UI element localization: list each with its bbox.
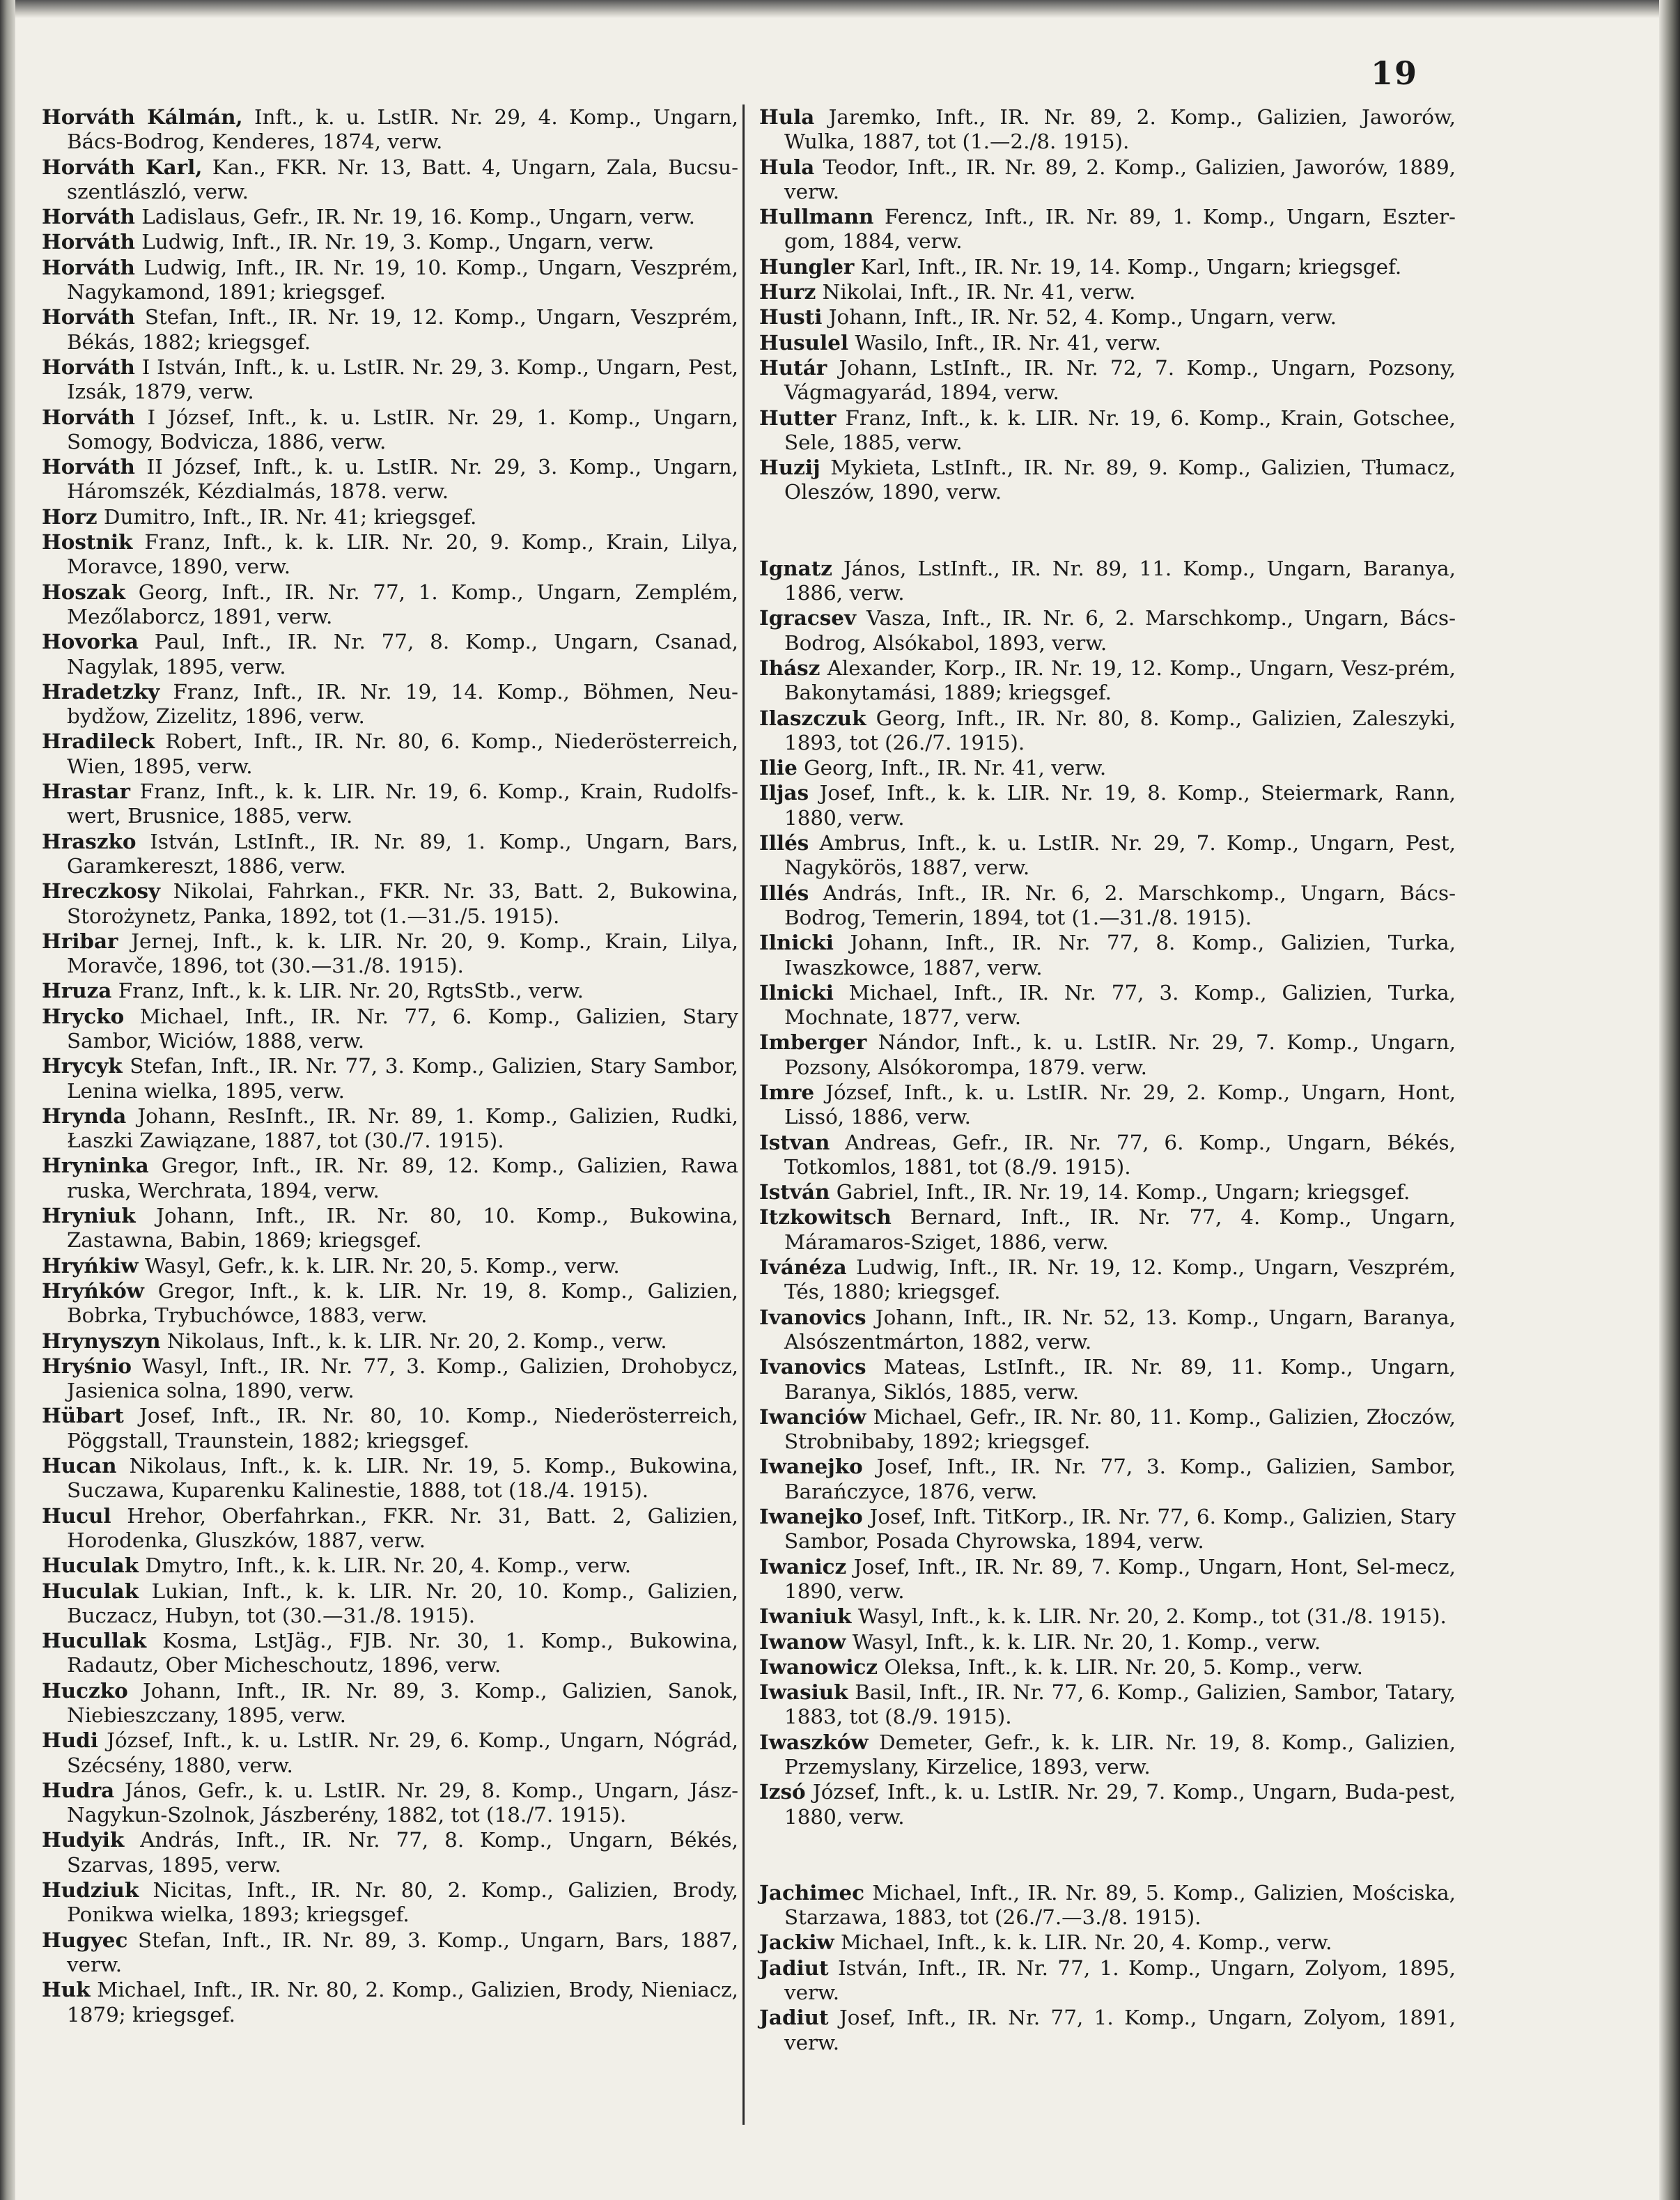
- surname: Jackiw: [759, 1930, 834, 1955]
- casualty-entry: [759, 1730, 1456, 1780]
- casualty-entry: [759, 279, 1456, 304]
- casualty-entry: [759, 830, 1456, 881]
- entry-details: Gregor, Inft., IR. Nr. 89, 12. Komp., Galizien, Rawa ruska, Werchrata, 1894, verw.: [67, 1154, 738, 1202]
- surname: Ignatz: [759, 555, 832, 580]
- casualty-entry: [759, 755, 1456, 780]
- surname: Igracsev: [759, 605, 857, 630]
- casualty-entry: [759, 1880, 1456, 1930]
- casualty-entry: [42, 929, 738, 979]
- surname: Imberger: [759, 1030, 867, 1055]
- surname: Ivánéza: [759, 1255, 847, 1280]
- entry-details: András, Inft., IR. Nr. 6, 2. Marschkomp., Ungarn, Bács-Bodrog, Temerin, 1894, tot (1.—31./8. 1915).: [784, 881, 1456, 929]
- entry-details: Ludwig, Inft., IR. Nr. 19, 12. Komp., Ungarn, Veszprém, Tés, 1880; kriegsgef.: [784, 1255, 1456, 1304]
- surname: Imre: [759, 1079, 815, 1104]
- entry-details: Basil, Inft., IR. Nr. 77, 6. Komp., Galizien, Sambor, Tatary, 1883, tot (8./9. 1915).: [784, 1680, 1456, 1729]
- casualty-entry: [42, 454, 738, 504]
- surname: Horváth: [42, 204, 135, 229]
- casualty-entry: [42, 1253, 738, 1278]
- entry-details: Nikolaus, Inft., k. k. LIR. Nr. 19, 5. Komp., Bukowina, Suczawa, Kuparenku Kalinestie, 1888, tot (18./4. 1915).: [67, 1454, 738, 1503]
- surname: Husti: [759, 304, 823, 330]
- surname: Jadiut: [759, 1955, 829, 1980]
- casualty-entry: [42, 1103, 738, 1154]
- entry-details: Michael, Inft., IR. Nr. 77, 3. Komp., Galizien, Turka, Mochnate, 1877, verw.: [784, 980, 1456, 1030]
- surname: Ivanovics: [759, 1304, 866, 1329]
- casualty-entry: [42, 104, 738, 155]
- surname: Hudyik: [42, 1827, 125, 1852]
- surname: Horváth: [42, 304, 135, 330]
- entry-details: Johann, LstInft., IR. Nr. 72, 7. Komp., Ungarn, Pozsony, Vágmagyarád, 1894, verw.: [784, 355, 1456, 405]
- casualty-entry: [42, 1827, 738, 1877]
- casualty-entry: [759, 1030, 1456, 1080]
- surname: Hurz: [759, 279, 816, 304]
- entry-details: I József, Inft., k. u. LstIR. Nr. 29, 1. Komp., Ungarn, Somogy, Bodvicza, 1886, verw.: [67, 405, 738, 454]
- casualty-entry: [42, 829, 738, 879]
- surname: Huk: [42, 1977, 91, 2002]
- section-gap: [759, 1829, 1456, 1880]
- surname: Hryńkiw: [42, 1253, 139, 1278]
- casualty-entry: [759, 455, 1456, 505]
- casualty-entry: [42, 1328, 738, 1354]
- casualty-entry: [42, 1354, 738, 1404]
- entry-details: Dumitro, Inft., IR. Nr. 41; kriegsgef.: [97, 504, 477, 529]
- entry-details: Nikolaus, Inft., k. k. LIR. Nr. 20, 2. Komp., verw.: [160, 1328, 667, 1353]
- left-column: [42, 104, 738, 2027]
- casualty-entry: [42, 1977, 738, 2027]
- casualty-entry: [759, 1130, 1456, 1180]
- casualty-entry: [42, 1877, 738, 1928]
- surname: Iwasiuk: [759, 1680, 848, 1705]
- surname: Izsó: [759, 1779, 806, 1804]
- surname: Hruza: [42, 978, 112, 1003]
- surname: Illés: [759, 830, 809, 855]
- surname: Hrycko: [42, 1003, 125, 1028]
- entry-details: Robert, Inft., IR. Nr. 80, 6. Komp., Niederösterreich, Wien, 1895, verw.: [67, 729, 738, 778]
- surname: Horváth: [42, 454, 135, 479]
- casualty-entry: [759, 1629, 1456, 1655]
- casualty-entry: [42, 629, 738, 679]
- casualty-entry: [759, 1604, 1456, 1629]
- entry-details: Josef, Inft., IR. Nr. 77, 1. Komp., Ungarn, Zolyom, 1891, verw.: [784, 2006, 1456, 2054]
- entry-details: Franz, Inft., k. k. LIR. Nr. 19, 6. Komp., Krain, Gotschee, Sele, 1885, verw.: [784, 405, 1456, 454]
- entry-details: Michael, Inft., IR. Nr. 77, 6. Komp., Galizien, Stary Sambor, Wiciów, 1888, verw.: [67, 1004, 738, 1053]
- casualty-entry: [759, 1779, 1456, 1829]
- entry-details: Gregor, Inft., k. k. LIR. Nr. 19, 8. Komp., Galizien, Bobrka, Trybuchówce, 1883, verw.: [67, 1278, 738, 1328]
- surname: Hudi: [42, 1728, 98, 1753]
- entry-details: Kan., FKR. Nr. 13, Batt. 4, Ungarn, Zala, Bucsu-szentlászló, verw.: [67, 155, 738, 203]
- casualty-entry: [759, 1655, 1456, 1680]
- casualty-entry: [759, 204, 1456, 254]
- casualty-entry: [42, 1278, 738, 1328]
- surname: Hryninka: [42, 1153, 149, 1178]
- casualty-entry: [42, 1778, 738, 1828]
- entry-details: Wasyl, Inft., k. k. LIR. Nr. 20, 1. Komp., verw.: [846, 1629, 1321, 1654]
- entry-details: Andreas, Gefr., IR. Nr. 77, 6. Komp., Ungarn, Békés, Totkomlos, 1881, tot (8./9. 1915).: [784, 1130, 1456, 1179]
- entry-details: Stefan, Inft., IR. Nr. 89, 3. Komp., Ungarn, Bars, 1887, verw.: [67, 1928, 738, 1976]
- surname: Ilnicki: [759, 979, 834, 1005]
- entry-details: Josef, Inft., IR. Nr. 77, 3. Komp., Galizien, Sambor, Barańczyce, 1876, verw.: [784, 1455, 1456, 1503]
- entry-details: Inft., k. u. LstIR. Nr. 29, 4. Komp., Ungarn, Bács-Bodrog, Kenderes, 1874, verw.: [67, 105, 738, 154]
- casualty-entry: [759, 355, 1456, 405]
- casualty-entry: [42, 1004, 738, 1054]
- casualty-entry: [42, 1678, 738, 1728]
- casualty-entry: [42, 1728, 738, 1778]
- entry-details: Georg, Inft., IR. Nr. 41, verw.: [797, 756, 1107, 780]
- casualty-entry: [759, 1454, 1456, 1504]
- entry-details: Georg, Inft., IR. Nr. 77, 1. Komp., Ungarn, Zemplém, Mezőlaborcz, 1891, verw.: [67, 580, 738, 628]
- casualty-entry: [42, 1553, 738, 1578]
- entry-details: Jaremko, Inft., IR. Nr. 89, 2. Komp., Galizien, Jaworów, Wulka, 1887, tot (1.—2./8. 1915).: [784, 105, 1456, 154]
- surname: Istvan: [759, 1129, 830, 1154]
- entry-details: Josef, Inft., IR. Nr. 89, 7. Komp., Ungarn, Hont, Sel-mecz, 1890, verw.: [784, 1554, 1456, 1603]
- casualty-entry: [759, 330, 1456, 355]
- casualty-entry: [759, 1255, 1456, 1305]
- entry-details: Johann, Inft., IR. Nr. 52, 13. Komp., Ungarn, Baranya, Alsószentmárton, 1882, verw.: [784, 1305, 1456, 1354]
- entry-details: Lukian, Inft., k. k. LIR. Nr. 20, 10. Komp., Galizien, Buczacz, Hubyn, tot (30.—31./8. 1915).: [67, 1579, 738, 1627]
- surname: Hudra: [42, 1777, 115, 1802]
- entry-details: Georg, Inft., IR. Nr. 80, 8. Komp., Galizien, Zaleszyki, 1893, tot (26./7. 1915).: [784, 706, 1456, 754]
- casualty-entry: [759, 1930, 1456, 1955]
- casualty-entry: [42, 580, 738, 630]
- casualty-entry: [759, 780, 1456, 830]
- surname: Iljas: [759, 780, 809, 805]
- entry-details: János, Gefr., k. u. LstIR. Nr. 29, 8. Komp., Ungarn, Jász-Nagykun-Szolnok, Jászberény, 1882, tot (18./7. 1915).: [67, 1778, 738, 1827]
- entry-details: Michael, Inft., IR. Nr. 89, 5. Komp., Galizien, Mościska, Starzawa, 1883, tot (26./7.—3./8. 1915).: [784, 1880, 1456, 1930]
- surname: Iwanejko: [759, 1454, 863, 1479]
- casualty-entry: [42, 1453, 738, 1503]
- casualty-entry: [42, 1153, 738, 1203]
- entry-details: II József, Inft., k. u. LstIR. Nr. 29, 3. Komp., Ungarn, Háromszék, Kézdialmás, 1878. verw.: [67, 455, 738, 504]
- surname: Iwanejko: [759, 1504, 863, 1529]
- casualty-entry: [42, 1579, 738, 1629]
- surname: Ilaszczuk: [759, 705, 866, 730]
- entry-details: István, LstInft., IR. Nr. 89, 1. Komp., Ungarn, Bars, Garamkereszt, 1886, verw.: [67, 829, 738, 878]
- entry-details: Kosma, LstJäg., FJB. Nr. 30, 1. Komp., Bukowina, Radautz, Ober Micheschoutz, 1896, verw.: [67, 1629, 738, 1678]
- entry-details: Vasza, Inft., IR. Nr. 6, 2. Marschkomp., Ungarn, Bács-Bodrog, Alsókabol, 1893, verw.: [784, 606, 1456, 655]
- surname: Iwanowicz: [759, 1654, 878, 1679]
- casualty-entry: [42, 529, 738, 580]
- surname: Hradileck: [42, 729, 155, 754]
- casualty-entry: [42, 304, 738, 355]
- casualty-entry: [42, 779, 738, 829]
- entry-details: József, Inft., k. u. LstIR. Nr. 29, 2. Komp., Ungarn, Hont, Lissó, 1886, verw.: [784, 1080, 1456, 1129]
- casualty-entry: [759, 881, 1456, 931]
- entry-details: Demeter, Gefr., k. k. LIR. Nr. 19, 8. Komp., Galizien, Przemyslany, Kirzelice, 1893, verw.: [784, 1730, 1456, 1779]
- surname: Hrynyszyn: [42, 1328, 161, 1353]
- entry-details: Johann, Inft., IR. Nr. 77, 8. Komp., Galizien, Turka, Iwaszkowce, 1887, verw.: [784, 931, 1456, 979]
- surname: Ilie: [759, 755, 798, 780]
- entry-details: József, Inft., k. u. LstIR. Nr. 29, 7. Komp., Ungarn, Buda-pest, 1880, verw.: [784, 1780, 1456, 1829]
- entry-details: Wasyl, Inft., IR. Nr. 77, 3. Komp., Galizien, Drohobycz, Jasienica solna, 1890, verw.: [67, 1354, 738, 1403]
- entry-details: Nicitas, Inft., IR. Nr. 80, 2. Komp., Galizien, Brody, Ponikwa wielka, 1893; kriegsgef.: [67, 1878, 738, 1927]
- surname: Hraszko: [42, 828, 137, 853]
- casualty-entry: [759, 1554, 1456, 1604]
- entry-details: János, LstInft., IR. Nr. 89, 11. Komp., Ungarn, Baranya, 1886, verw.: [784, 556, 1456, 605]
- casualty-entry: [759, 656, 1456, 706]
- surname: Iwanicz: [759, 1554, 847, 1579]
- surname: Ivanovics: [759, 1354, 866, 1379]
- entry-details: Nikolai, Fahrkan., FKR. Nr. 33, Batt. 2, Bukowina, Storożynetz, Panka, 1892, tot (1.—31./5. 1915).: [67, 879, 738, 928]
- entry-details: Alexander, Korp., IR. Nr. 19, 12. Komp., Ungarn, Vesz-prém, Bakonytamási, 1889; kriegsgef.: [784, 656, 1456, 705]
- casualty-entry: [42, 504, 738, 529]
- entry-details: Bernard, Inft., IR. Nr. 77, 4. Komp., Ungarn, Máramaros-Sziget, 1886, verw.: [784, 1205, 1456, 1254]
- entry-details: Franz, Inft., k. k. LIR. Nr. 20, 9. Komp., Krain, Lilya, Moravce, 1890, verw.: [67, 530, 738, 579]
- entry-details: Josef, Inft., IR. Nr. 80, 10. Komp., Niederösterreich, Pöggstall, Traunstein, 1882; kriegsgef.: [67, 1404, 738, 1453]
- column-divider: [742, 104, 745, 2125]
- casualty-entry: [759, 1680, 1456, 1730]
- surname: Horváth: [42, 404, 135, 429]
- casualty-entry: [42, 1628, 738, 1678]
- entry-details: Franz, Inft., k. k. LIR. Nr. 19, 6. Komp., Krain, Rudolfs-wert, Brusnice, 1885, verw.: [67, 780, 738, 828]
- surname: Huczko: [42, 1678, 128, 1703]
- surname: Iwanow: [759, 1629, 846, 1654]
- entry-details: Nikolai, Inft., IR. Nr. 41, verw.: [816, 280, 1136, 304]
- casualty-entry: [42, 1053, 738, 1103]
- casualty-entry: [759, 405, 1456, 456]
- entry-details: Wasyl, Gefr., k. k. LIR. Nr. 20, 5. Komp., verw.: [138, 1253, 620, 1278]
- entry-details: Gabriel, Inft., IR. Nr. 19, 14. Komp., Ungarn; kriegsgef.: [830, 1180, 1410, 1204]
- casualty-entry: [759, 1305, 1456, 1355]
- section-gap: [759, 505, 1456, 556]
- surname: Hryniuk: [42, 1203, 136, 1228]
- surname: Hostnik: [42, 529, 133, 555]
- entry-details: Oleksa, Inft., k. k. LIR. Nr. 20, 5. Komp., verw.: [878, 1655, 1363, 1679]
- casualty-entry: [759, 930, 1456, 980]
- surname: Ilnicki: [759, 930, 834, 955]
- surname: Horváth Karl,: [42, 154, 203, 179]
- casualty-entry: [42, 255, 738, 305]
- surname: Hudziuk: [42, 1877, 139, 1903]
- scan-edge-top: [0, 0, 1680, 18]
- surname: Hullmann: [759, 204, 874, 229]
- casualty-entry: [42, 229, 738, 254]
- entry-details: Johann, Inft., IR. Nr. 89, 3. Komp., Galizien, Sanok, Niebieszczany, 1895, verw.: [67, 1678, 738, 1727]
- entry-details: Wasilo, Inft., IR. Nr. 41, verw.: [848, 330, 1161, 355]
- entry-details: Ludwig, Inft., IR. Nr. 19, 3. Komp., Ungarn, verw.: [134, 230, 655, 254]
- surname: Ihász: [759, 655, 820, 680]
- surname: Huzij: [759, 455, 820, 480]
- entry-details: Johann, Inft., IR. Nr. 52, 4. Komp., Ungarn, verw.: [822, 305, 1337, 330]
- surname: Huculak: [42, 1553, 139, 1578]
- entry-details: Ludwig, Inft., IR. Nr. 19, 10. Komp., Ungarn, Veszprém, Nagykamond, 1891; kriegsgef.: [67, 255, 738, 304]
- right-column: [759, 104, 1456, 2055]
- entry-details: Jernej, Inft., k. k. LIR. Nr. 20, 9. Komp., Krain, Lilya, Moravče, 1896, tot (30.—31./8. 1915).: [67, 929, 738, 978]
- casualty-entry: [759, 1504, 1456, 1554]
- surname: Hucullak: [42, 1628, 147, 1653]
- surname: Iwaszków: [759, 1729, 869, 1754]
- surname: Hovorka: [42, 629, 139, 654]
- casualty-entry: [42, 155, 738, 205]
- casualty-entry: [759, 1354, 1456, 1404]
- entry-details: Teodor, Inft., IR. Nr. 89, 2. Komp., Galizien, Jaworów, 1889, verw.: [784, 155, 1456, 203]
- surname: Jachimec: [759, 1880, 865, 1905]
- surname: Huculak: [42, 1578, 139, 1603]
- surname: Hucan: [42, 1453, 117, 1478]
- entry-details: Stefan, Inft., IR. Nr. 19, 12. Komp., Ungarn, Veszprém, Békás, 1882; kriegsgef.: [67, 305, 738, 354]
- surname: Hrynda: [42, 1103, 127, 1128]
- entry-details: András, Inft., IR. Nr. 77, 8. Komp., Ungarn, Békés, Szarvas, 1895, verw.: [67, 1828, 738, 1877]
- scan-edge-right: [1659, 0, 1680, 2200]
- surname: Hrastar: [42, 779, 130, 804]
- entry-details: Hrehor, Oberfahrkan., FKR. Nr. 31, Batt. 2, Galizien, Horodenka, Gluszków, 1887, verw.: [67, 1503, 738, 1552]
- surname: Husulel: [759, 330, 849, 355]
- surname: István: [759, 1179, 830, 1204]
- entry-details: Michael, Inft., k. k. LIR. Nr. 20, 4. Komp., verw.: [834, 1930, 1332, 1955]
- casualty-entry: [759, 2005, 1456, 2055]
- entry-details: Mykieta, LstInft., IR. Nr. 89, 9. Komp., Galizien, Tłumacz, Oleszów, 1890, verw.: [784, 456, 1456, 504]
- surname: Jadiut: [759, 2005, 829, 2030]
- casualty-entry: [759, 1179, 1456, 1204]
- casualty-entry: [759, 104, 1456, 155]
- casualty-entry: [759, 980, 1456, 1030]
- entry-details: Josef, Inft. TitKorp., IR. Nr. 77, 6. Komp., Galizien, Stary Sambor, Posada Chyrowska, 1894, verw.: [784, 1505, 1456, 1554]
- surname: Hula: [759, 154, 815, 179]
- entry-details: József, Inft., k. u. LstIR. Nr. 29, 6. Komp., Ungarn, Nógrád, Szécsény, 1880, verw.: [67, 1728, 738, 1777]
- surname: Horváth: [42, 354, 135, 379]
- entry-details: István, Inft., IR. Nr. 77, 1. Komp., Ungarn, Zolyom, 1895, verw.: [784, 1955, 1456, 2005]
- entry-details: Nándor, Inft., k. u. LstIR. Nr. 29, 7. Komp., Ungarn, Pozsony, Alsókorompa, 1879. verw.: [784, 1030, 1456, 1079]
- casualty-entry: [42, 405, 738, 455]
- entry-details: Josef, Inft., k. k. LIR. Nr. 19, 8. Komp., Steiermark, Rann, 1880, verw.: [784, 781, 1456, 830]
- entry-details: Mateas, LstInft., IR. Nr. 89, 11. Komp., Ungarn, Baranya, Siklós, 1885, verw.: [784, 1355, 1456, 1404]
- casualty-entry: [759, 706, 1456, 756]
- entry-details: Stefan, Inft., IR. Nr. 77, 3. Komp., Galizien, Stary Sambor, Lenina wielka, 1895, verw.: [67, 1054, 738, 1103]
- entry-details: Johann, Inft., IR. Nr. 80, 10. Komp., Bukowina, Zastawna, Babin, 1869; kriegsgef.: [67, 1204, 738, 1253]
- casualty-entry: [42, 1203, 738, 1253]
- casualty-entry: [759, 254, 1456, 279]
- surname: Hreczkosy: [42, 878, 161, 904]
- surname: Hungler: [759, 254, 855, 279]
- surname: Itzkowitsch: [759, 1204, 892, 1230]
- entry-details: Ambrus, Inft., k. u. LstIR. Nr. 29, 7. Komp., Ungarn, Pest, Nagykörös, 1887, verw.: [784, 831, 1456, 880]
- surname: Hutter: [759, 405, 837, 430]
- casualty-entry: [42, 1928, 738, 1978]
- surname: Hoszak: [42, 579, 126, 604]
- entry-details: Paul, Inft., IR. Nr. 77, 8. Komp., Ungarn, Csanad, Nagylak, 1895, verw.: [67, 630, 738, 679]
- entry-details: Karl, Inft., IR. Nr. 19, 14. Komp., Ungarn; kriegsgef.: [854, 254, 1402, 279]
- entry-details: Franz, Inft., IR. Nr. 19, 14. Komp., Böhmen, Neu-bydžow, Zizelitz, 1896, verw.: [67, 679, 738, 729]
- entry-details: Ladislaus, Gefr., IR. Nr. 19, 16. Komp., Ungarn, verw.: [134, 205, 695, 229]
- entry-details: Dmytro, Inft., k. k. LIR. Nr. 20, 4. Komp., verw.: [138, 1554, 632, 1578]
- surname: Iwaniuk: [759, 1604, 852, 1629]
- casualty-entry: [42, 1503, 738, 1554]
- scan-edge-left: [0, 0, 15, 2200]
- casualty-entry: [42, 978, 738, 1003]
- casualty-entry: [759, 1404, 1456, 1455]
- surname: Hrycyk: [42, 1053, 123, 1078]
- surname: Illés: [759, 880, 809, 905]
- surname: Horz: [42, 504, 98, 529]
- surname: Hryśnio: [42, 1353, 132, 1378]
- surname: Hugyec: [42, 1927, 128, 1952]
- casualty-entry: [759, 1204, 1456, 1255]
- page-number: 19: [1371, 54, 1419, 92]
- entry-details: Johann, ResInft., IR. Nr. 89, 1. Komp., Galizien, Rudki, Łaszki Zawiązane, 1887, tot (30./7. 1915).: [67, 1103, 738, 1153]
- surname: Hübart: [42, 1403, 124, 1428]
- casualty-entry: [42, 355, 738, 405]
- casualty-entry: [759, 605, 1456, 656]
- casualty-entry: [42, 204, 738, 229]
- casualty-entry: [759, 1955, 1456, 2006]
- casualty-entry: [759, 155, 1456, 205]
- surname: Horváth Kálmán,: [42, 104, 243, 129]
- casualty-entry: [42, 729, 738, 779]
- surname: Hucul: [42, 1503, 111, 1528]
- entry-details: Michael, Gefr., IR. Nr. 80, 11. Komp., Galizien, Złoczów, Strobnibaby, 1892; kriegsgef.: [784, 1404, 1456, 1454]
- surname: Hradetzky: [42, 679, 160, 704]
- surname: Hribar: [42, 928, 118, 953]
- casualty-entry: [42, 1403, 738, 1453]
- casualty-entry: [42, 878, 738, 929]
- surname: Hryńków: [42, 1278, 144, 1303]
- entry-details: Franz, Inft., k. k. LIR. Nr. 20, RgtsStb., verw.: [111, 979, 584, 1003]
- surname: Iwanciów: [759, 1404, 866, 1429]
- surname: Hula: [759, 104, 815, 129]
- entry-details: Michael, Inft., IR. Nr. 80, 2. Komp., Galizien, Brody, Nieniacz, 1879; kriegsgef.: [67, 1978, 738, 2027]
- entry-details: Wasyl, Inft., k. k. LIR. Nr. 20, 2. Komp., tot (31./8. 1915).: [851, 1604, 1447, 1629]
- casualty-entry: [759, 1080, 1456, 1130]
- casualty-entry: [759, 304, 1456, 330]
- entry-details: Ferencz, Inft., IR. Nr. 89, 1. Komp., Ungarn, Eszter-gom, 1884, verw.: [784, 205, 1456, 254]
- entry-details: I István, Inft., k. u. LstIR. Nr. 29, 3. Komp., Ungarn, Pest, Izsák, 1879, verw.: [67, 355, 738, 404]
- surname: Horváth: [42, 254, 135, 279]
- casualty-entry: [759, 556, 1456, 606]
- surname: Hutár: [759, 355, 827, 380]
- surname: Horváth: [42, 229, 135, 254]
- casualty-entry: [42, 679, 738, 729]
